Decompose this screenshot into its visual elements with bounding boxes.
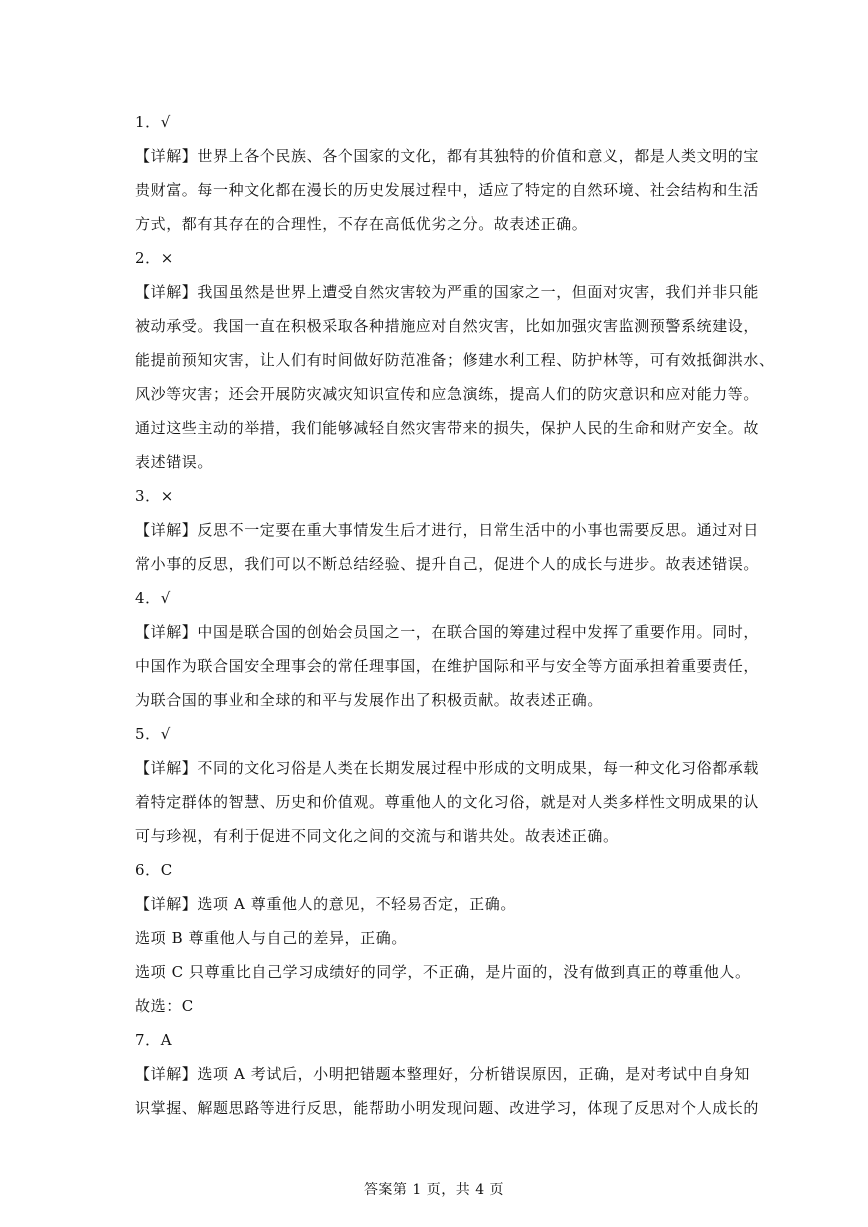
explanation-line: 【详解】我国虽然是世界上遭受自然灾害较为严重的国家之一，但面对灾害，我们并非只能 xyxy=(135,283,760,301)
explanation-line: 能提前预知灾害，让人们有时间做好防范准备；修建水利工程、防护林等，可有效抵御洪水、 xyxy=(135,351,775,369)
explanation-line: 【详解】选项 A 考试后，小明把错题本整理好，分析错误原因，正确，是对考试中自身知 xyxy=(135,1065,750,1083)
answer-block xyxy=(135,720,760,850)
explanation-line: 为联合国的事业和全球的和平与发展作出了积极贡献。故表述正确。 xyxy=(135,691,604,709)
answer-block xyxy=(135,1026,760,1122)
explanation-line: 选项 B 尊重他人与自己的差异，正确。 xyxy=(135,929,407,947)
answer-number: 1．√ xyxy=(135,113,171,131)
answer-block xyxy=(135,244,775,476)
explanation-line: 【详解】世界上各个民族、各个国家的文化，都有其独特的价值和意义，都是人类文明的宝 xyxy=(135,147,760,165)
explanation-line: 可与珍视，有利于促进不同文化之间的交流与和谐共处。故表述正确。 xyxy=(135,827,619,845)
explanation-line: 方式，都有其存在的合理性，不存在高低优劣之分。故表述正确。 xyxy=(135,215,588,233)
answer-number: 7．A xyxy=(135,1031,173,1049)
explanation-line: 选项 C 只尊重比自己学习成绩好的同学，不正确，是片面的，没有做到真正的尊重他人。 xyxy=(135,963,751,981)
answer-number: 2．× xyxy=(135,249,174,267)
answer-block xyxy=(135,108,760,238)
answer-block xyxy=(135,482,760,578)
explanation-line: 风沙等灾害；还会开展防灾减灾知识宣传和应急演练，提高人们的防灾意识和应对能力等。 xyxy=(135,385,760,403)
explanation-line: 【详解】反思不一定要在重大事情发生后才进行，日常生活中的小事也需要反思。通过对日 xyxy=(135,521,760,539)
explanation-line: 识掌握、解题思路等进行反思，能帮助小明发现问题、改进学习，体现了反思对个人成长的 xyxy=(135,1099,760,1117)
explanation-line: 【详解】不同的文化习俗是人类在长期发展过程中形成的文明成果，每一种文化习俗都承载 xyxy=(135,759,760,777)
explanation-line: 【详解】选项 A 尊重他人的意见，不轻易否定，正确。 xyxy=(135,895,516,913)
answer-number: 3．× xyxy=(135,487,174,505)
answer-block xyxy=(135,584,760,714)
explanation-line: 中国作为联合国安全理事会的常任理事国，在维护国际和平与安全等方面承担着重要责任， xyxy=(135,657,760,675)
answer-number: 4．√ xyxy=(135,589,171,607)
explanation-line: 常小事的反思，我们可以不断总结经验、提升自己，促进个人的成长与进步。故表述错误。 xyxy=(135,555,760,573)
answer-number: 5．√ xyxy=(135,725,171,743)
explanation-line: 贵财富。每一种文化都在漫长的历史发展过程中，适应了特定的自然环境、社会结构和生活 xyxy=(135,181,760,199)
explanation-line: 表述错误。 xyxy=(135,453,214,471)
explanation-line: 【详解】中国是联合国的创始会员国之一，在联合国的筹建过程中发挥了重要作用。同时， xyxy=(135,623,760,641)
explanation-line: 故选：C xyxy=(135,997,194,1015)
answer-number: 6．C xyxy=(135,861,173,879)
answer-block xyxy=(135,856,751,1020)
explanation-line: 通过这些主动的举措，我们能够减轻自然灾害带来的损失，保护人民的生命和财产安全。故 xyxy=(135,419,760,437)
explanation-line: 着特定群体的智慧、历史和价值观。尊重他人的文化习俗，就是对人类多样性文明成果的认 xyxy=(135,793,760,811)
explanation-line: 被动承受。我国一直在积极采取各种措施应对自然灾害，比如加强灾害监测预警系统建设， xyxy=(135,317,760,335)
page-footer: 答案第 1 页，共 4 页 xyxy=(363,1182,505,1198)
answer-content xyxy=(135,108,775,1128)
